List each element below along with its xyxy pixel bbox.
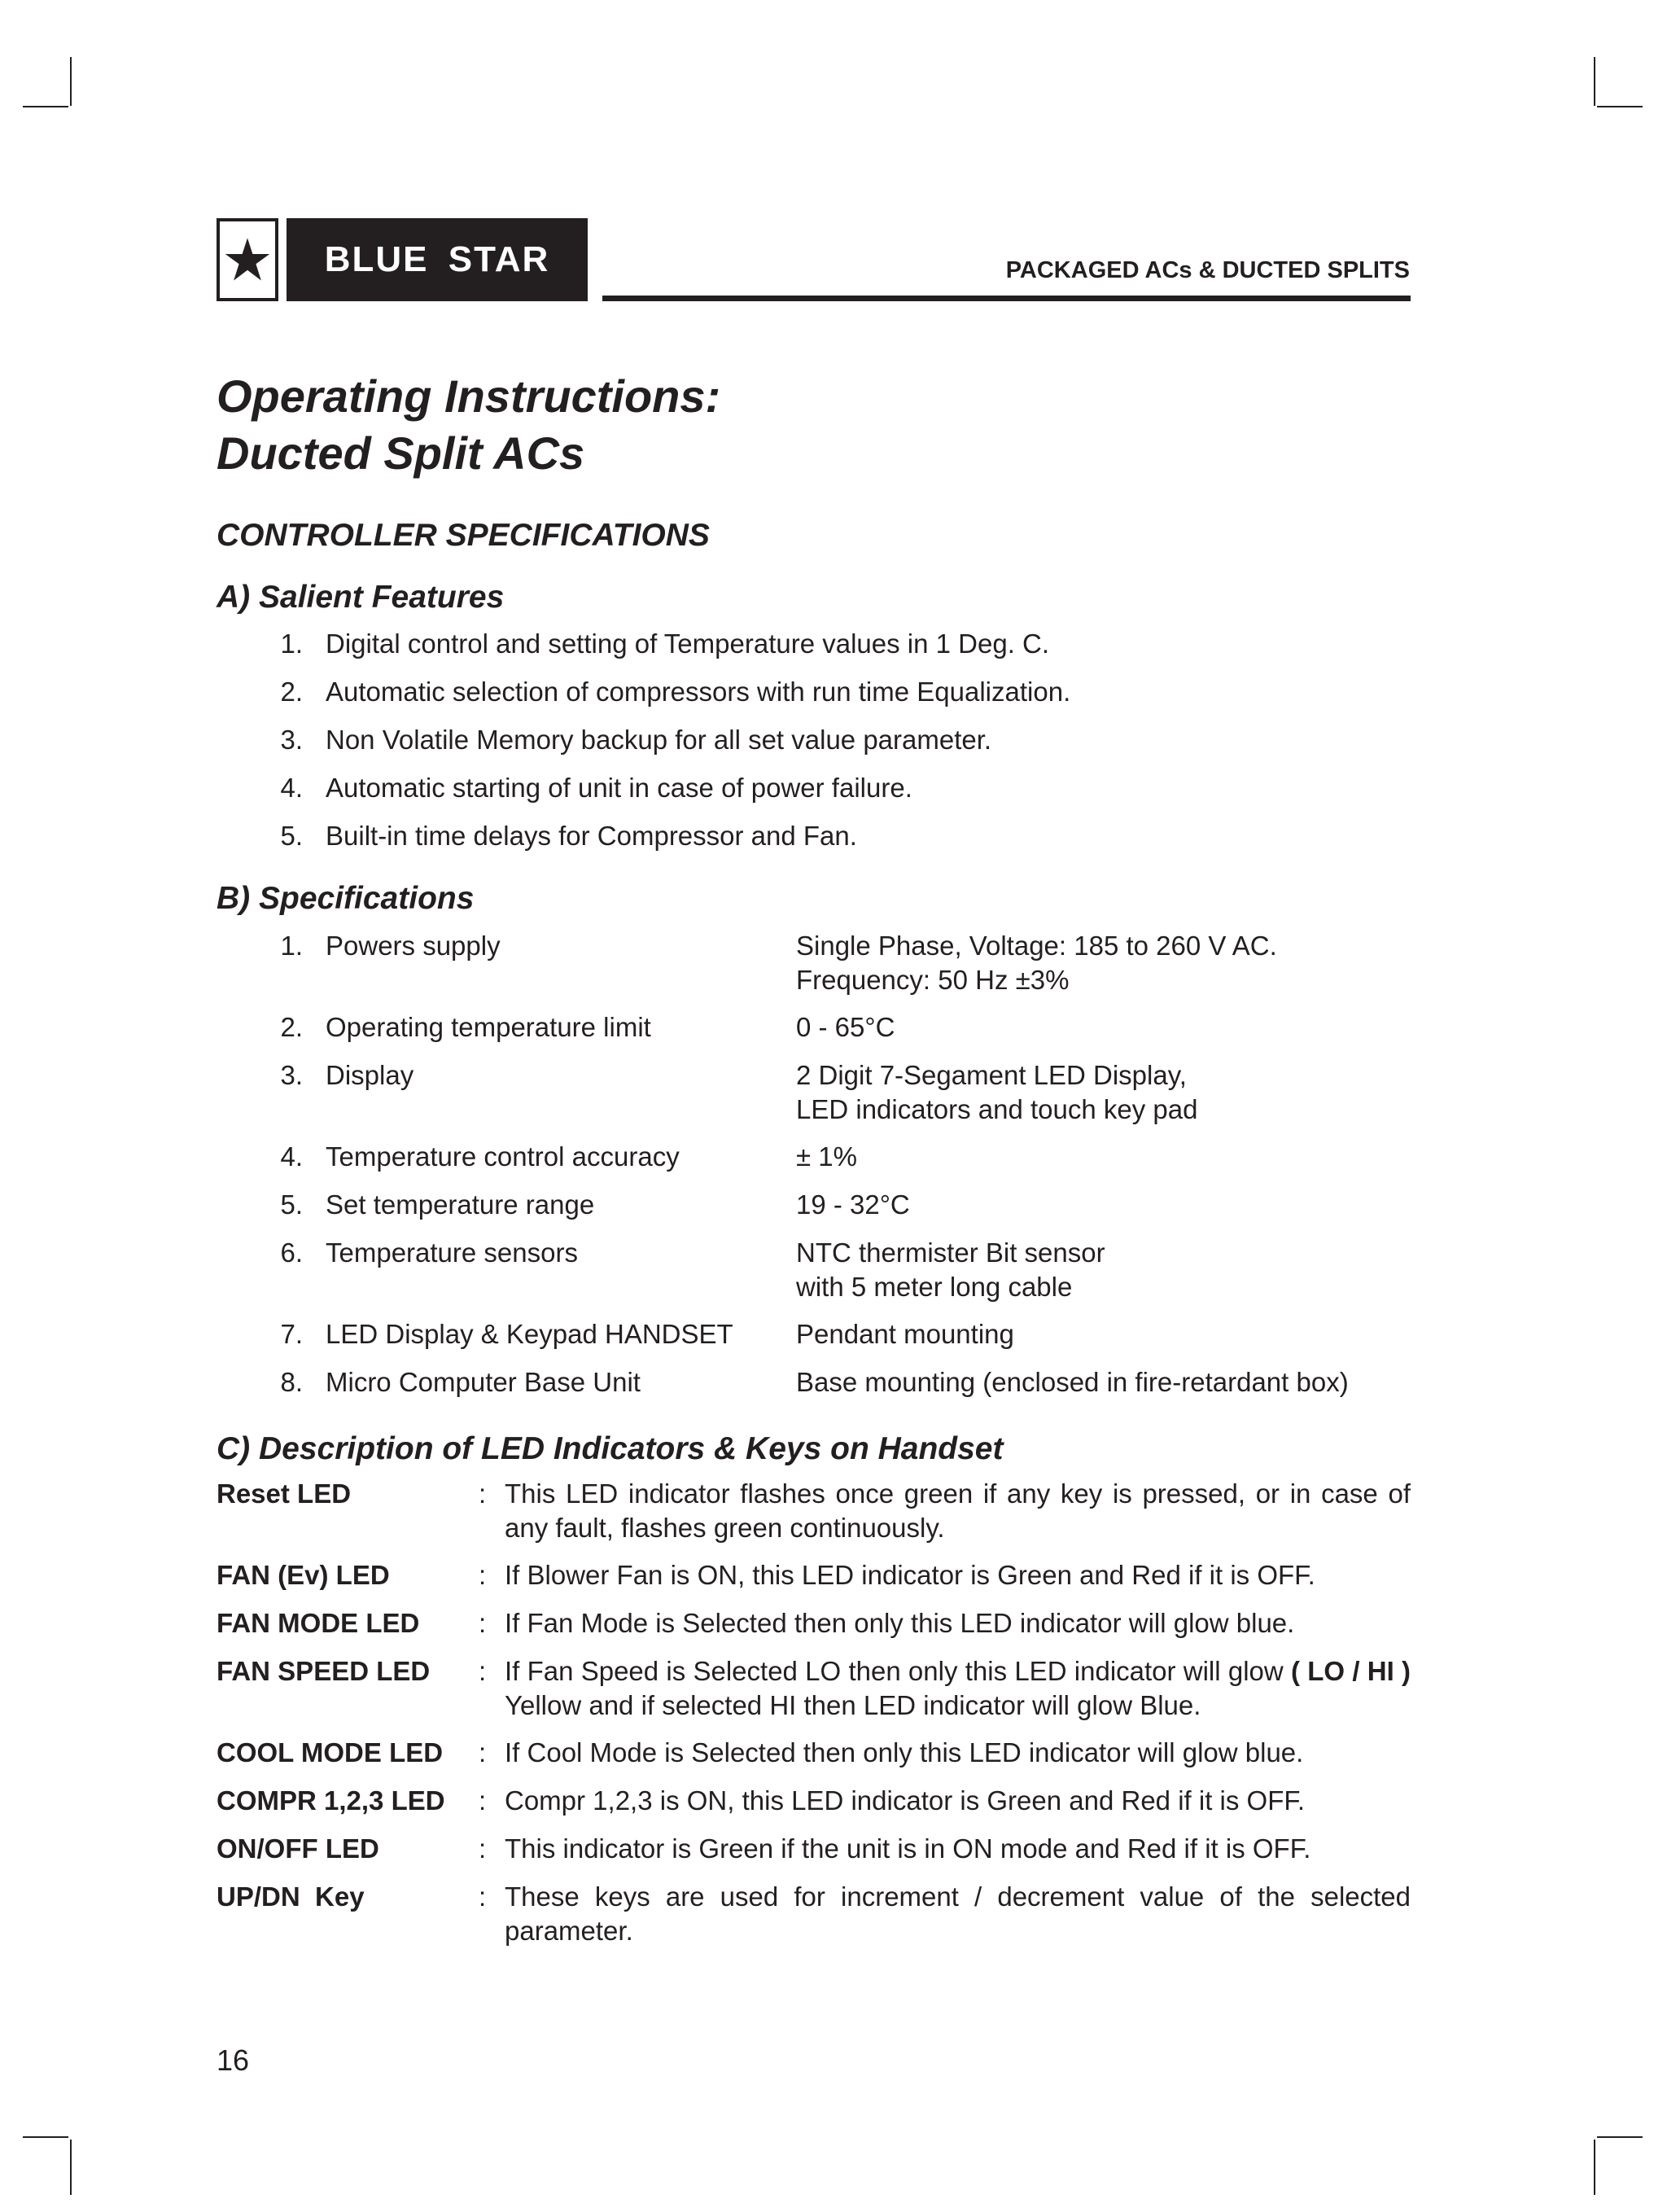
list-number: 6. [280,1237,303,1268]
crop-mark [1597,2136,1643,2138]
spec-label: Temperature control accuracy [326,1141,680,1172]
brand-logo: BLUE STAR [287,218,588,301]
led-description [505,1654,1411,1723]
led-heading: C) Description of LED Indicators & Keys on Handset [217,1431,1004,1466]
led-label: FAN (Ev) LED [217,1560,390,1590]
spec-value: LED indicators and touch key pad [796,1094,1198,1124]
led-colon: : [479,1737,487,1767]
list-number: 3. [280,1060,303,1090]
list-number: 1. [280,629,303,659]
led-colon: : [479,1785,487,1816]
list-number: 4. [280,773,303,803]
list-number: 2. [280,1012,303,1042]
led-colon: : [479,1656,487,1686]
crop-mark [1597,106,1643,107]
list-number: 3. [280,725,303,755]
spec-label: Set temperature range [326,1189,595,1220]
led-colon: : [479,1881,487,1912]
led-description: If Blower Fan is ON, this LED indicator is Green and Red if it is OFF. [505,1560,1315,1590]
spec-value: NTC thermister Bit sensor [796,1237,1105,1268]
list-text: Built-in time delays for Compressor and Fan. [326,821,857,851]
led-label: UP/DN Key [217,1881,365,1912]
salient-heading: A) Salient Features [217,580,505,615]
list-number: 7. [280,1319,303,1349]
led-description-emphasis: ( LO / HI ) [1290,1656,1411,1686]
spec-value: Base mounting (enclosed in fire-retardant box) [796,1367,1349,1397]
led-label: COOL MODE LED [217,1737,444,1767]
led-description: This LED indicator flashes once green if any key is pressed, or in case of any fault, flashes green continuously. [505,1478,1411,1543]
led-label: ON/OFF LED [217,1833,379,1864]
spec-value: ± 1% [796,1141,857,1172]
list-text: Digital control and setting of Temperature values in 1 Deg. C. [326,629,1050,659]
spec-value: 19 - 32°C [796,1189,910,1220]
page-title [217,368,720,482]
list-number: 8. [280,1367,303,1397]
controller-heading: CONTROLLER SPECIFICATIONS [217,518,710,553]
spec-value: with 5 meter long cable [796,1272,1073,1302]
list-number: 5. [280,1189,303,1220]
led-colon: : [479,1608,487,1638]
spec-value: Frequency: 50 Hz ±3% [796,965,1070,995]
led-description-text: Yellow and if selected HI then LED indicator will glow Blue. [505,1690,1201,1720]
logo-star-box [217,218,278,301]
spec-label: Micro Computer Base Unit [326,1367,641,1397]
led-description: If Fan Mode is Selected then only this LED indicator will glow blue. [505,1608,1295,1638]
spec-label: Operating temperature limit [326,1012,651,1042]
spec-label: Temperature sensors [326,1237,578,1268]
led-label: FAN MODE LED [217,1608,420,1638]
spec-value: Pendant mounting [796,1319,1014,1349]
led-label: Reset LED [217,1478,352,1509]
crop-mark [1594,2140,1595,2195]
list-text: Automatic starting of unit in case of power failure. [326,773,912,803]
led-description: These keys are used for increment / decrement value of the selected parameter. [505,1881,1411,1946]
crop-mark [23,106,68,107]
list-text: Automatic selection of compressors with run time Equalization. [326,677,1071,707]
page-title-line: Operating Instructions: [217,370,721,422]
list-number: 1. [280,931,303,961]
crop-mark [70,57,72,106]
led-description: Compr 1,2,3 is ON, this LED indicator is Green and Red if it is OFF. [505,1785,1306,1816]
spec-value: Single Phase, Voltage: 185 to 260 V AC. [796,931,1277,961]
led-colon: : [479,1478,487,1509]
spec-value: 0 - 65°C [796,1012,895,1042]
led-description: If Cool Mode is Selected then only this LED indicator will glow blue. [505,1737,1304,1767]
led-description: This indicator is Green if the unit is in ON mode and Red if it is OFF. [505,1833,1311,1864]
list-number: 4. [280,1141,303,1172]
header-rule [602,296,1411,301]
page-number: 16 [217,2043,250,2077]
spec-label: Powers supply [326,931,501,961]
led-description-text: If Fan Speed is Selected LO then only this LED indicator will glow [505,1656,1291,1686]
crop-mark [1594,57,1595,106]
specs-heading: B) Specifications [217,881,475,916]
led-colon: : [479,1560,487,1590]
led-label: FAN SPEED LED [217,1656,431,1686]
led-colon: : [479,1833,487,1864]
header-title: PACKAGED ACs & DUCTED SPLITS [1005,257,1410,283]
list-number: 2. [280,677,303,707]
crop-mark [23,2136,68,2138]
spec-value: 2 Digit 7-Segament LED Display, [796,1060,1187,1090]
crop-mark [70,2140,72,2195]
led-label: COMPR 1,2,3 LED [217,1785,445,1816]
list-text: Non Volatile Memory backup for all set value parameter. [326,725,992,755]
spec-label: Display [326,1060,414,1090]
spec-label: LED Display & Keypad HANDSET [326,1319,733,1349]
list-number: 5. [280,821,303,851]
star-icon [224,236,271,283]
page-title-line: Ducted Split ACs [217,427,585,479]
